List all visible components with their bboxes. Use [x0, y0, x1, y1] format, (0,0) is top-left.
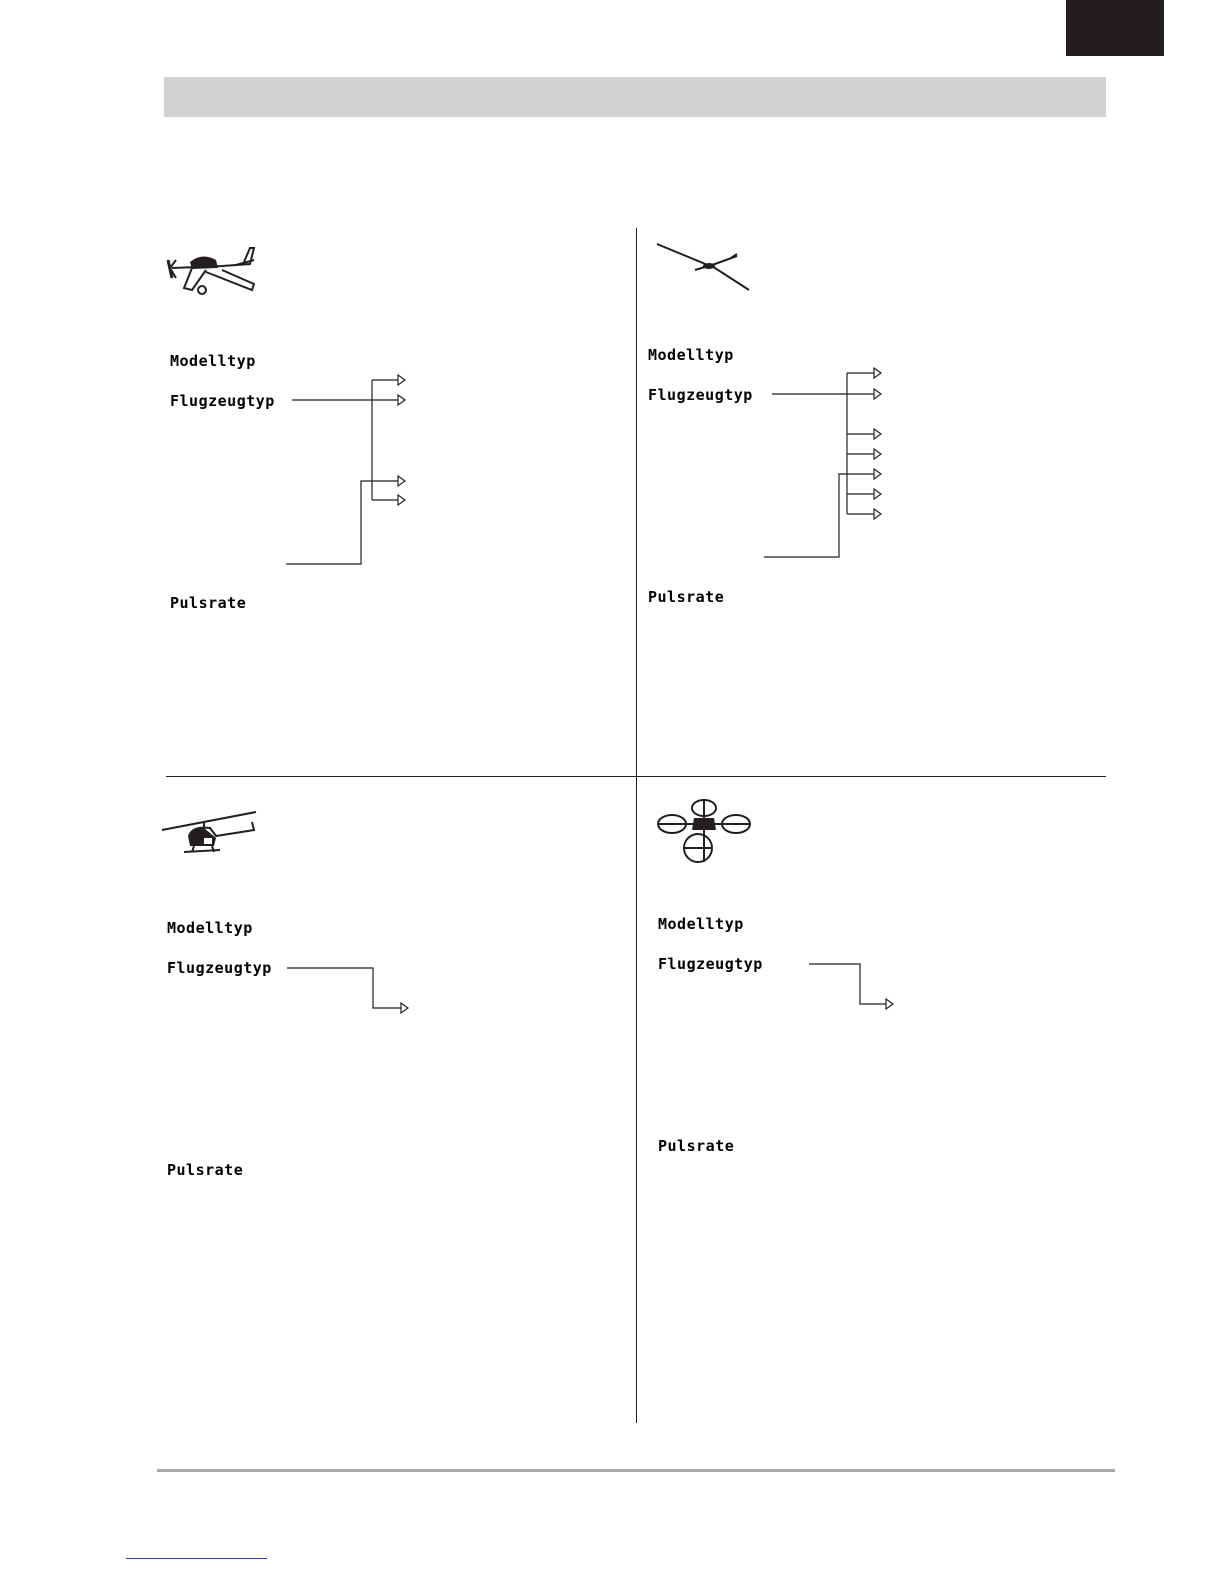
aircraft-type-label: Flugzeugtyp	[167, 959, 272, 977]
aircraft-type-label: Flugzeugtyp	[658, 955, 763, 973]
aircraft-type-label: Flugzeugtyp	[170, 392, 275, 410]
model-type-label: Modelltyp	[658, 915, 744, 933]
model-type-label: Modelltyp	[648, 346, 734, 364]
pulse-rate-label: Pulsrate	[648, 588, 725, 606]
pulse-rate-label: Pulsrate	[167, 1161, 244, 1179]
pulse-rate-label: Pulsrate	[170, 594, 247, 612]
aircraft-type-label: Flugzeugtyp	[648, 386, 753, 404]
model-type-label: Modelltyp	[167, 919, 253, 937]
pulse-rate-label: Pulsrate	[658, 1137, 735, 1155]
model-type-label: Modelltyp	[170, 352, 256, 370]
